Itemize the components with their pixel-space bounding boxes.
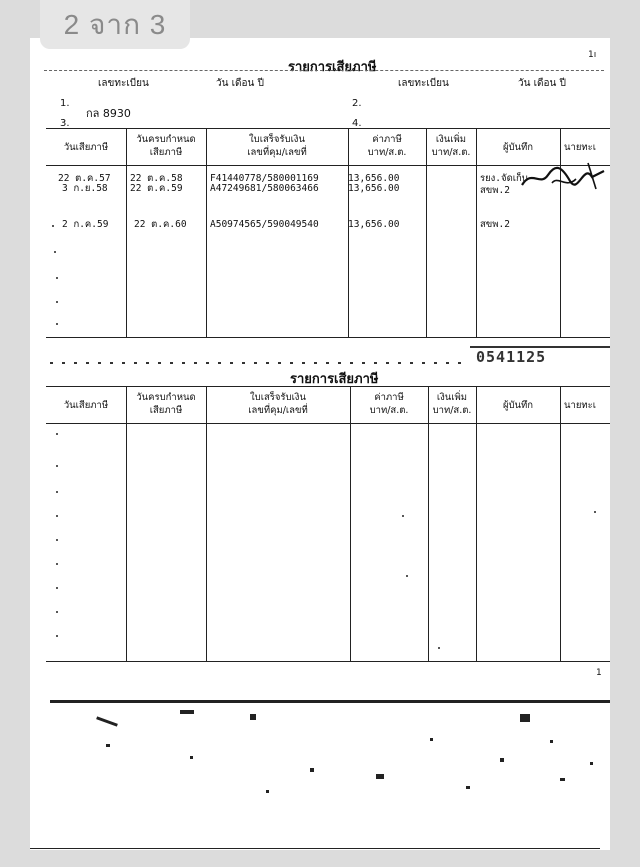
col-divider [428,387,429,661]
scan-speck [180,710,194,714]
page-bottom-edge [30,848,600,849]
col-divider [476,387,477,661]
stray-mark [56,277,58,279]
col-header-receipt-line2: เลขที่คุม/เลขที่ [247,147,307,158]
line4-number: 4. [352,118,362,129]
col-header-due-date [126,133,206,159]
col-divider [348,129,349,337]
scan-speck [590,762,593,765]
col-divider [350,387,351,661]
stray-mark [56,491,58,493]
scan-speck [430,738,433,741]
col-header-tax-date: วันเสียภาษี [63,400,109,411]
scan-speck [376,774,384,779]
col-header-tax-line2: บาท/ส.ต. [369,405,409,416]
document-page [30,38,610,850]
stray-mark [594,511,596,513]
col-header-surcharge-line2: บาท/ส.ต. [431,147,471,158]
scan-speck [466,786,470,789]
row1-recorder: รยง.จัดเก็บ [480,173,528,184]
reg-label-left: เลขทะเบียน [98,78,149,89]
col-header-surcharge [426,133,476,159]
section2-title: รายการเสียภาษี [290,372,379,387]
col-header-tax-line1: ค่าภาษี [372,134,402,145]
col-divider [126,129,127,337]
col-header-receipt-line2: เลขที่คุม/เลขที่ [248,405,308,416]
col-header-tax-line1: ค่าภาษี [374,392,404,403]
scan-speck [96,716,118,726]
scan-speck [550,740,553,743]
col-header-surcharge-line1: เงินเพิ่ม [436,392,468,403]
tax-table-1 [46,128,610,338]
scan-speck [266,790,269,793]
scan-speck [106,744,110,747]
line1-plate-value: กล 8930 [86,107,131,120]
col-divider [426,129,427,337]
row2-receipt: A47249681/580063466 [210,183,319,194]
stamp-rule [470,346,610,348]
row3-tax: 13,656.00 [348,219,400,230]
reg-label-right: เลขทะเบียน [398,78,449,89]
col-header-due-date-line2: เสียภาษี [149,147,183,158]
line1-number: 1. [60,98,70,109]
row1-tax-date: 22 ต.ค.57 [58,173,111,184]
line2-number: 2. [352,98,362,109]
col-header-surcharge [428,391,476,417]
col-header-tax [350,391,428,417]
stray-mark [56,587,58,589]
signature-scribble-icon [518,159,608,193]
section1-title: รายการเสียภาษี [288,60,377,75]
date-label-left: วัน เดือน ปี [216,78,264,89]
row2-due-date: 22 ต.ค.59 [130,183,183,194]
scan-speck [310,768,314,772]
date-label-right: วัน เดือน ปี [518,78,566,89]
col-header-receipt [206,133,348,159]
col-header-surcharge-line2: บาท/ส.ต. [432,405,472,416]
col-header-receipt [206,391,350,417]
bottom-mark: 1 [596,668,602,678]
scan-speck [250,714,256,720]
header-divider [46,423,610,424]
row3-receipt: A50974565/590049540 [210,219,319,230]
scan-speck [500,758,504,762]
row1-due-date: 22 ต.ค.58 [130,173,183,184]
col-header-due-date-line1: วันครบกำหนด [136,392,196,403]
stray-mark [56,465,58,467]
col-header-receipt-line1: ใบเสร็จรับเงิน [250,392,306,403]
top-right-mark: 1ı [588,50,597,60]
stray-mark [402,515,404,517]
stray-mark [54,251,56,253]
stray-mark [52,225,54,227]
stray-mark [56,515,58,517]
stray-mark [56,539,58,541]
col-header-registrar: นายทะเ [564,142,597,153]
col-divider [206,129,207,337]
row2-tax: 13,656.00 [348,183,400,194]
row2-tax-date: 3 ก.ย.58 [62,183,108,194]
col-header-due-date [126,391,206,417]
stray-mark [56,563,58,565]
row3-recorder: สขพ.2 [480,219,510,230]
stray-mark [56,323,58,325]
col-divider [560,387,561,661]
col-header-recorder: ผู้บันทึก [502,400,534,411]
header-dotted-rule [44,70,604,71]
row3-due-date: 22 ต.ค.60 [134,219,187,230]
scan-speck [190,756,193,759]
stray-mark [56,301,58,303]
col-header-registrar: นายทะเ [564,400,597,411]
col-divider [126,387,127,661]
col-header-recorder: ผู้บันทึก [502,142,534,153]
col-header-due-date-line1: วันครบกำหนด [136,134,196,145]
row3-tax-date: 2 ก.ค.59 [62,219,109,230]
page-indicator: 2 จาก 3 [40,0,190,49]
col-header-tax-line2: บาท/ส.ต. [367,147,407,158]
col-header-due-date-line2: เสียภาษี [149,405,183,416]
col-header-receipt-line1: ใบเสร็จรับเงิน [249,134,305,145]
perforation-line [50,362,470,364]
stray-mark [56,433,58,435]
col-header-surcharge-line1: เงินเพิ่ม [435,134,467,145]
col-header-tax-date: วันเสียภาษี [63,142,109,153]
row1-receipt: F41440778/580001169 [210,173,319,184]
stray-mark [406,575,408,577]
col-header-tax [348,133,426,159]
line3-number: 3. [60,118,70,129]
scan-speck [560,778,565,781]
stamp-number: 0541125 [476,348,547,366]
stray-mark [56,635,58,637]
stray-mark [56,611,58,613]
row2-recorder: สขพ.2 [480,185,510,196]
col-divider [206,387,207,661]
scan-speck [520,714,530,722]
tax-table-2 [46,386,610,662]
lower-rule [50,700,610,703]
col-divider [476,129,477,337]
stray-mark [438,647,440,649]
row1-tax: 13,656.00 [348,173,400,184]
